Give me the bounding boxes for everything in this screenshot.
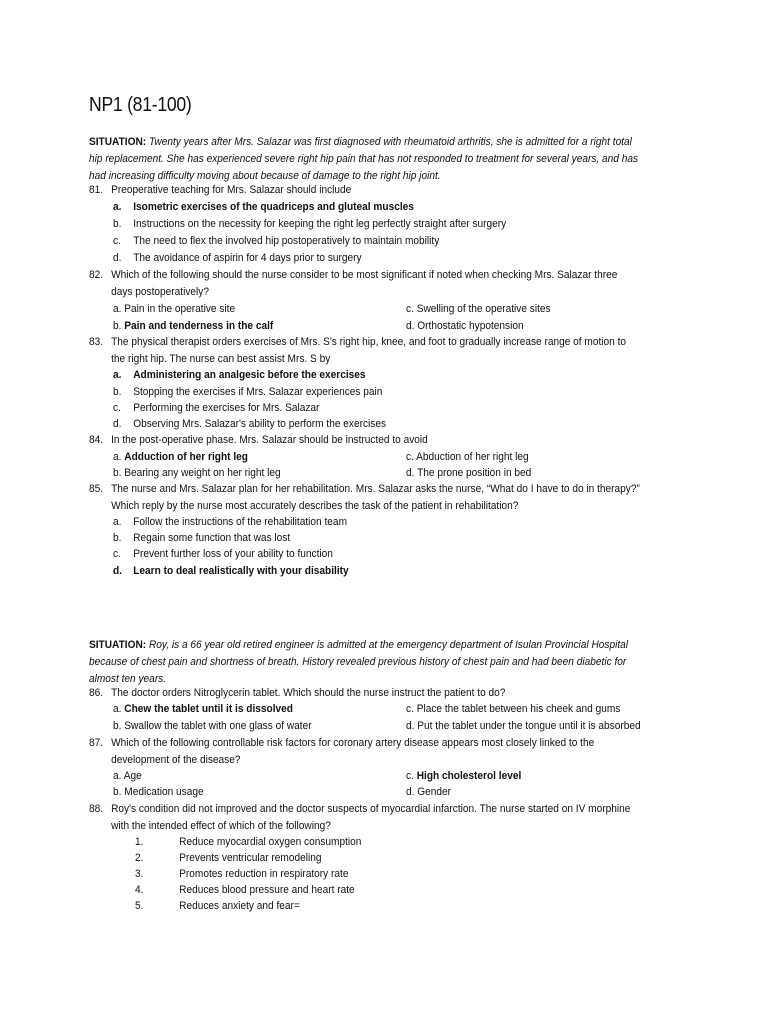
option-letter: b.	[113, 720, 122, 732]
question-number: 81.	[89, 184, 104, 196]
option-text: Performing the exercises for Mrs. Salazar	[133, 402, 320, 414]
option-letter: c.	[113, 548, 121, 560]
answer-option	[406, 718, 641, 734]
option-text: The prone position in bed	[417, 467, 532, 479]
option-text: Gender	[417, 786, 452, 798]
option-letter: a.	[113, 369, 122, 381]
answer-option	[135, 850, 321, 866]
option-letter: b.	[113, 532, 122, 544]
option-letter: d.	[406, 720, 415, 732]
option-text: High cholesterol level	[416, 770, 522, 782]
option-text: Medication usage	[124, 786, 204, 798]
question-number: 86.	[89, 687, 104, 699]
answer-option	[406, 465, 531, 481]
question-stem: The doctor orders Nitroglycerin tablet. Which should the nurse instruct the patient to do?	[111, 687, 506, 699]
option-text: Regain some function that was lost	[133, 532, 291, 544]
option-text: Observing Mrs. Salazar's ability to perform the exercises	[133, 418, 387, 430]
option-letter: 5.	[135, 900, 144, 912]
answer-option	[135, 866, 348, 882]
answer-option	[113, 546, 333, 562]
option-text: Bearing any weight on her right leg	[124, 467, 281, 479]
option-letter: d.	[406, 467, 415, 479]
question-83	[89, 334, 641, 367]
question-88	[89, 801, 641, 834]
question-85	[89, 481, 641, 514]
option-text: Stopping the exercises if Mrs. Salazar experiences pain	[133, 386, 383, 398]
question-stem: Roy's condition did not improved and the doctor suspects of myocardial infarction. The nurse started on IV morphine with the intended effect of which of the following?	[111, 803, 631, 832]
option-letter: d.	[406, 786, 415, 798]
option-letter: b.	[113, 467, 122, 479]
option-text: Abduction of her right leg	[416, 451, 529, 463]
option-letter: c.	[406, 451, 414, 463]
option-text: Prevents ventricular remodeling	[179, 852, 322, 864]
option-letter: c.	[113, 402, 121, 414]
option-letter: d.	[113, 418, 122, 430]
question-number: 88.	[89, 803, 104, 815]
answer-option	[113, 530, 290, 546]
answer-option	[406, 301, 551, 317]
situation-text: Twenty years after Mrs. Salazar was first diagnosed with rheumatoid arthritis, she is admitted for a right total hip replacement. She has experienced severe right hip pain that has not responded to treatment for several years, and has had increasing difficulty moving about because of damage to the right hip joint.	[89, 136, 639, 182]
option-letter: 1.	[135, 836, 144, 848]
option-letter: d.	[113, 565, 122, 577]
option-letter: c.	[406, 770, 414, 782]
answer-option	[135, 834, 361, 850]
answer-option	[113, 400, 319, 416]
situation-text: Roy, is a 66 year old retired engineer is admitted at the emergency department of Isulan Provincial Hospital because of chest pain and shortness of breath. History revealed previous history of chest pain and had been diabetic for almost ten years.	[89, 639, 629, 685]
answer-option	[135, 882, 355, 898]
answer-option	[406, 768, 521, 784]
question-stem: The nurse and Mrs. Salazar plan for her rehabilitation. Mrs. Salazar asks the nurse, “What do I have to do in therapy?” Which reply by the nurse most accurately describes the task of the patient in rehabilitation?	[111, 483, 640, 512]
option-letter: d.	[113, 252, 122, 264]
answer-option	[406, 784, 451, 800]
situation-paragraph	[89, 134, 641, 185]
option-text: Age	[123, 770, 142, 782]
answer-option	[406, 701, 620, 717]
option-letter: b.	[113, 218, 122, 230]
question-82	[89, 267, 641, 300]
option-letter: a.	[113, 770, 122, 782]
answer-option	[113, 233, 439, 249]
situation-label: SITUATION:	[89, 136, 147, 148]
answer-option	[406, 449, 529, 465]
question-number: 83.	[89, 336, 104, 348]
option-letter: 3.	[135, 868, 144, 880]
option-letter: a.	[113, 703, 122, 715]
option-text: Adduction of her right leg	[124, 451, 248, 463]
question-number: 85.	[89, 483, 104, 495]
answer-option	[113, 563, 349, 579]
option-text: Reduces anxiety and fear=	[179, 900, 300, 912]
option-text: Isometric exercises of the quadriceps and gluteal muscles	[133, 201, 414, 213]
answer-option	[113, 384, 382, 400]
option-letter: c.	[406, 703, 414, 715]
question-stem: The physical therapist orders exercises of Mrs. S's right hip, knee, and foot to gradually increase range of motion to the right hip. The nurse can best assist Mrs. S by	[111, 336, 627, 365]
option-letter: 2.	[135, 852, 144, 864]
option-text: Put the tablet under the tongue until it is absorbed	[417, 720, 641, 732]
option-text: Instructions on the necessity for keeping the right leg perfectly straight after surgery	[133, 218, 507, 230]
option-text: Promotes reduction in respiratory rate	[179, 868, 349, 880]
answer-option	[113, 768, 142, 784]
question-stem: Which of the following controllable risk factors for coronary artery disease appears most closely linked to the development of the disease?	[111, 737, 595, 766]
answer-option	[113, 301, 235, 317]
answer-option	[113, 701, 293, 717]
option-text: Chew the tablet until it is dissolved	[124, 703, 293, 715]
answer-option	[113, 718, 312, 734]
option-text: Reduce myocardial oxygen consumption	[179, 836, 362, 848]
question-84	[89, 432, 641, 449]
page-title: NP1 (81-100)	[89, 94, 192, 116]
option-text: Learn to deal realistically with your disability	[133, 565, 349, 577]
answer-option	[113, 367, 366, 383]
option-text: Swallow the tablet with one glass of water	[124, 720, 312, 732]
option-text: Orthostatic hypotension	[417, 320, 524, 332]
question-87	[89, 735, 641, 768]
question-stem: In the post-operative phase. Mrs. Salazar should be instructed to avoid	[111, 434, 428, 446]
option-letter: b.	[113, 386, 122, 398]
option-letter: b.	[113, 320, 122, 332]
answer-option	[135, 898, 300, 914]
question-number: 87.	[89, 737, 104, 749]
question-stem: Preoperative teaching for Mrs. Salazar should include	[111, 184, 352, 196]
option-letter: a.	[113, 303, 122, 315]
option-text: Pain in the operative site	[124, 303, 236, 315]
answer-option	[113, 216, 506, 232]
answer-option	[113, 318, 273, 334]
option-letter: d.	[406, 320, 415, 332]
option-text: Pain and tenderness in the calf	[124, 320, 274, 332]
option-text: The avoidance of aspirin for 4 days prior to surgery	[133, 252, 362, 264]
option-letter: a.	[113, 201, 122, 213]
option-text: Reduces blood pressure and heart rate	[179, 884, 355, 896]
option-letter: b.	[113, 786, 122, 798]
option-text: The need to flex the involved hip postoperatively to maintain mobility	[133, 235, 440, 247]
option-letter: c.	[406, 303, 414, 315]
question-number: 84.	[89, 434, 104, 446]
answer-option	[113, 449, 248, 465]
question-number: 82.	[89, 269, 104, 281]
answer-option	[406, 318, 524, 334]
answer-option	[113, 465, 281, 481]
answer-option	[113, 416, 386, 432]
situation-paragraph	[89, 637, 641, 688]
option-letter: a.	[113, 451, 122, 463]
option-text: Place the tablet between his cheek and gums	[416, 703, 621, 715]
question-81	[89, 182, 641, 199]
situation-label: SITUATION:	[89, 639, 147, 651]
answer-option	[113, 514, 347, 530]
option-text: Administering an analgesic before the exercises	[133, 369, 366, 381]
option-letter: c.	[113, 235, 121, 247]
option-letter: a.	[113, 516, 122, 528]
option-text: Follow the instructions of the rehabilitation team	[133, 516, 347, 528]
option-text: Prevent further loss of your ability to function	[133, 548, 333, 560]
option-text: Swelling of the operative sites	[416, 303, 551, 315]
question-86	[89, 685, 641, 702]
answer-option	[113, 250, 362, 266]
answer-option	[113, 784, 204, 800]
answer-option	[113, 199, 414, 215]
question-stem: Which of the following should the nurse consider to be most significant if noted when checking Mrs. Salazar three days postoperatively?	[111, 269, 618, 298]
option-letter: 4.	[135, 884, 144, 896]
